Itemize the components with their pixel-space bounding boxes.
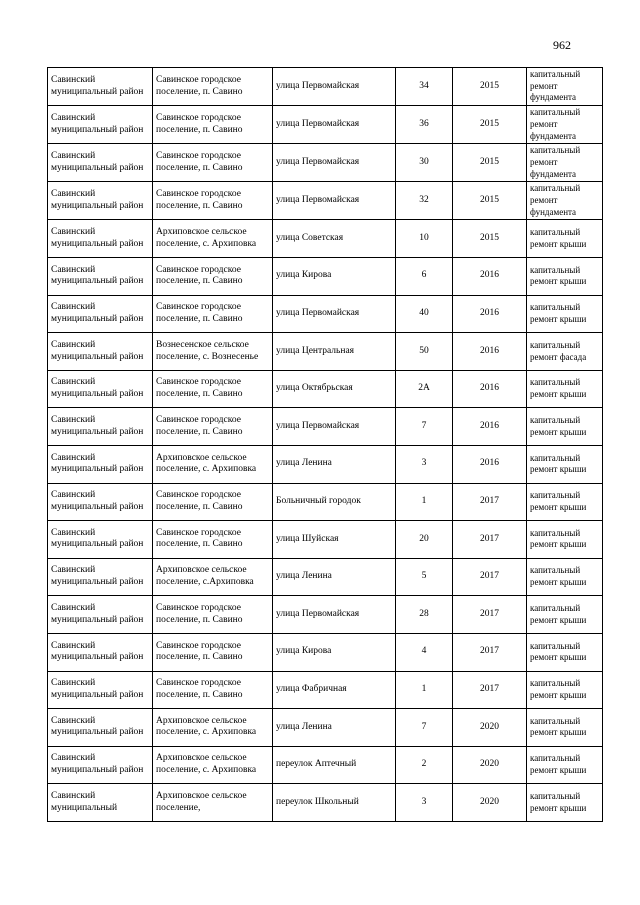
work-type-cell: капитальный ремонт крыши <box>527 295 603 333</box>
work-type-cell: капитальный ремонт крыши <box>527 746 603 784</box>
work-type-cell: капитальный ремонт крыши <box>527 558 603 596</box>
year-cell: 2016 <box>453 370 527 408</box>
district-cell: Савинский муниципальный район <box>48 295 153 333</box>
house-number-cell: 6 <box>396 258 453 296</box>
street-cell: улица Первомайская <box>273 408 396 446</box>
table-row <box>48 182 603 220</box>
settlement-cell: Архиповское сельское поселение, с. Архиповка <box>153 220 273 258</box>
house-number-cell: 1 <box>396 483 453 521</box>
housing-repair-table <box>47 67 603 822</box>
settlement-cell: Савинское городское поселение, п. Савино <box>153 144 273 182</box>
house-number-cell: 3 <box>396 446 453 484</box>
table-row <box>48 144 603 182</box>
table-row <box>48 521 603 559</box>
street-cell: улица Ленина <box>273 446 396 484</box>
work-type-cell: капитальный ремонт крыши <box>527 258 603 296</box>
work-type-cell: капитальный ремонт крыши <box>527 370 603 408</box>
house-number-cell: 30 <box>396 144 453 182</box>
work-type-cell: капитальный ремонт крыши <box>527 633 603 671</box>
street-cell: улица Первомайская <box>273 182 396 220</box>
district-cell: Савинский муниципальный район <box>48 633 153 671</box>
district-cell: Савинский муниципальный район <box>48 370 153 408</box>
settlement-cell: Савинское городское поселение, п. Савино <box>153 521 273 559</box>
work-type-cell: капитальный ремонт крыши <box>527 671 603 709</box>
street-cell: улица Кирова <box>273 633 396 671</box>
house-number-cell: 5 <box>396 558 453 596</box>
work-type-cell: капитальный ремонт крыши <box>527 784 603 822</box>
table-row <box>48 258 603 296</box>
street-cell: переулок Школьный <box>273 784 396 822</box>
table-row <box>48 483 603 521</box>
work-type-cell: капитальный ремонт крыши <box>527 521 603 559</box>
street-cell: улица Первомайская <box>273 295 396 333</box>
settlement-cell: Савинское городское поселение, п. Савино <box>153 671 273 709</box>
year-cell: 2015 <box>453 220 527 258</box>
work-type-cell: капитальный ремонт фундамента <box>527 144 603 182</box>
year-cell: 2020 <box>453 784 527 822</box>
year-cell: 2017 <box>453 483 527 521</box>
year-cell: 2016 <box>453 258 527 296</box>
street-cell: улица Шуйская <box>273 521 396 559</box>
district-cell: Савинский муниципальный район <box>48 144 153 182</box>
settlement-cell: Архиповское сельское поселение, с. Архиповка <box>153 709 273 747</box>
district-cell: Савинский муниципальный район <box>48 446 153 484</box>
district-cell: Савинский муниципальный район <box>48 182 153 220</box>
settlement-cell: Архиповское сельское поселение, с. Архиповка <box>153 446 273 484</box>
year-cell: 2017 <box>453 558 527 596</box>
table-row <box>48 333 603 371</box>
house-number-cell: 34 <box>396 68 453 106</box>
district-cell: Савинский муниципальный район <box>48 408 153 446</box>
year-cell: 2020 <box>453 746 527 784</box>
house-number-cell: 20 <box>396 521 453 559</box>
house-number-cell: 2А <box>396 370 453 408</box>
street-cell: улица Октябрьская <box>273 370 396 408</box>
district-cell: Савинский муниципальный район <box>48 521 153 559</box>
district-cell: Савинский муниципальный <box>48 784 153 822</box>
settlement-cell: Савинское городское поселение, п. Савино <box>153 408 273 446</box>
district-cell: Савинский муниципальный район <box>48 220 153 258</box>
district-cell: Савинский муниципальный район <box>48 746 153 784</box>
year-cell: 2017 <box>453 671 527 709</box>
house-number-cell: 1 <box>396 671 453 709</box>
district-cell: Савинский муниципальный район <box>48 258 153 296</box>
settlement-cell: Савинское городское поселение, п. Савино <box>153 483 273 521</box>
year-cell: 2020 <box>453 709 527 747</box>
district-cell: Савинский муниципальный район <box>48 709 153 747</box>
house-number-cell: 10 <box>396 220 453 258</box>
table-row <box>48 408 603 446</box>
table-row <box>48 784 603 822</box>
table-row <box>48 370 603 408</box>
street-cell: улица Кирова <box>273 258 396 296</box>
street-cell: улица Фабричная <box>273 671 396 709</box>
year-cell: 2015 <box>453 144 527 182</box>
street-cell: улица Ленина <box>273 558 396 596</box>
year-cell: 2016 <box>453 295 527 333</box>
work-type-cell: капитальный ремонт крыши <box>527 408 603 446</box>
table-row <box>48 106 603 144</box>
year-cell: 2017 <box>453 596 527 634</box>
table-row <box>48 633 603 671</box>
street-cell: улица Первомайская <box>273 144 396 182</box>
table-row <box>48 446 603 484</box>
table-body <box>48 68 603 822</box>
house-number-cell: 3 <box>396 784 453 822</box>
settlement-cell: Архиповское сельское поселение, <box>153 784 273 822</box>
settlement-cell: Савинское городское поселение, п. Савино <box>153 182 273 220</box>
street-cell: улица Первомайская <box>273 68 396 106</box>
work-type-cell: капитальный ремонт фундамента <box>527 106 603 144</box>
settlement-cell: Савинское городское поселение, п. Савино <box>153 596 273 634</box>
district-cell: Савинский муниципальный район <box>48 333 153 371</box>
work-type-cell: капитальный ремонт крыши <box>527 446 603 484</box>
table-row <box>48 596 603 634</box>
house-number-cell: 7 <box>396 408 453 446</box>
year-cell: 2015 <box>453 68 527 106</box>
house-number-cell: 2 <box>396 746 453 784</box>
work-type-cell: капитальный ремонт крыши <box>527 709 603 747</box>
street-cell: улица Центральная <box>273 333 396 371</box>
settlement-cell: Савинское городское поселение, п. Савино <box>153 68 273 106</box>
work-type-cell: капитальный ремонт крыши <box>527 596 603 634</box>
table-row <box>48 671 603 709</box>
work-type-cell: капитальный ремонт фундамента <box>527 68 603 106</box>
page-number: 962 <box>553 38 571 52</box>
year-cell: 2015 <box>453 182 527 220</box>
district-cell: Савинский муниципальный район <box>48 483 153 521</box>
year-cell: 2016 <box>453 408 527 446</box>
table-row <box>48 558 603 596</box>
district-cell: Савинский муниципальный район <box>48 106 153 144</box>
settlement-cell: Архиповское сельское поселение, с. Архиповка <box>153 746 273 784</box>
year-cell: 2016 <box>453 446 527 484</box>
house-number-cell: 50 <box>396 333 453 371</box>
house-number-cell: 32 <box>396 182 453 220</box>
table-row <box>48 746 603 784</box>
street-cell: улица Первомайская <box>273 106 396 144</box>
work-type-cell: капитальный ремонт крыши <box>527 220 603 258</box>
settlement-cell: Савинское городское поселение, п. Савино <box>153 106 273 144</box>
settlement-cell: Вознесенское сельское поселение, с. Вознесенье <box>153 333 273 371</box>
house-number-cell: 36 <box>396 106 453 144</box>
settlement-cell: Савинское городское поселение, п. Савино <box>153 295 273 333</box>
year-cell: 2017 <box>453 521 527 559</box>
work-type-cell: капитальный ремонт фундамента <box>527 182 603 220</box>
table-row <box>48 68 603 106</box>
street-cell: улица Первомайская <box>273 596 396 634</box>
street-cell: переулок Аптечный <box>273 746 396 784</box>
work-type-cell: капитальный ремонт крыши <box>527 483 603 521</box>
house-number-cell: 40 <box>396 295 453 333</box>
work-type-cell: капитальный ремонт фасада <box>527 333 603 371</box>
house-number-cell: 28 <box>396 596 453 634</box>
house-number-cell: 4 <box>396 633 453 671</box>
year-cell: 2017 <box>453 633 527 671</box>
district-cell: Савинский муниципальный район <box>48 596 153 634</box>
house-number-cell: 7 <box>396 709 453 747</box>
street-cell: улица Ленина <box>273 709 396 747</box>
district-cell: Савинский муниципальный район <box>48 68 153 106</box>
settlement-cell: Савинское городское поселение, п. Савино <box>153 258 273 296</box>
settlement-cell: Савинское городское поселение, п. Савино <box>153 370 273 408</box>
table-row <box>48 295 603 333</box>
street-cell: Больничный городок <box>273 483 396 521</box>
year-cell: 2016 <box>453 333 527 371</box>
year-cell: 2015 <box>453 106 527 144</box>
district-cell: Савинский муниципальный район <box>48 558 153 596</box>
settlement-cell: Савинское городское поселение, п. Савино <box>153 633 273 671</box>
table-row <box>48 220 603 258</box>
street-cell: улица Советская <box>273 220 396 258</box>
table-row <box>48 709 603 747</box>
district-cell: Савинский муниципальный район <box>48 671 153 709</box>
settlement-cell: Архиповское сельское поселение, с.Архиповка <box>153 558 273 596</box>
